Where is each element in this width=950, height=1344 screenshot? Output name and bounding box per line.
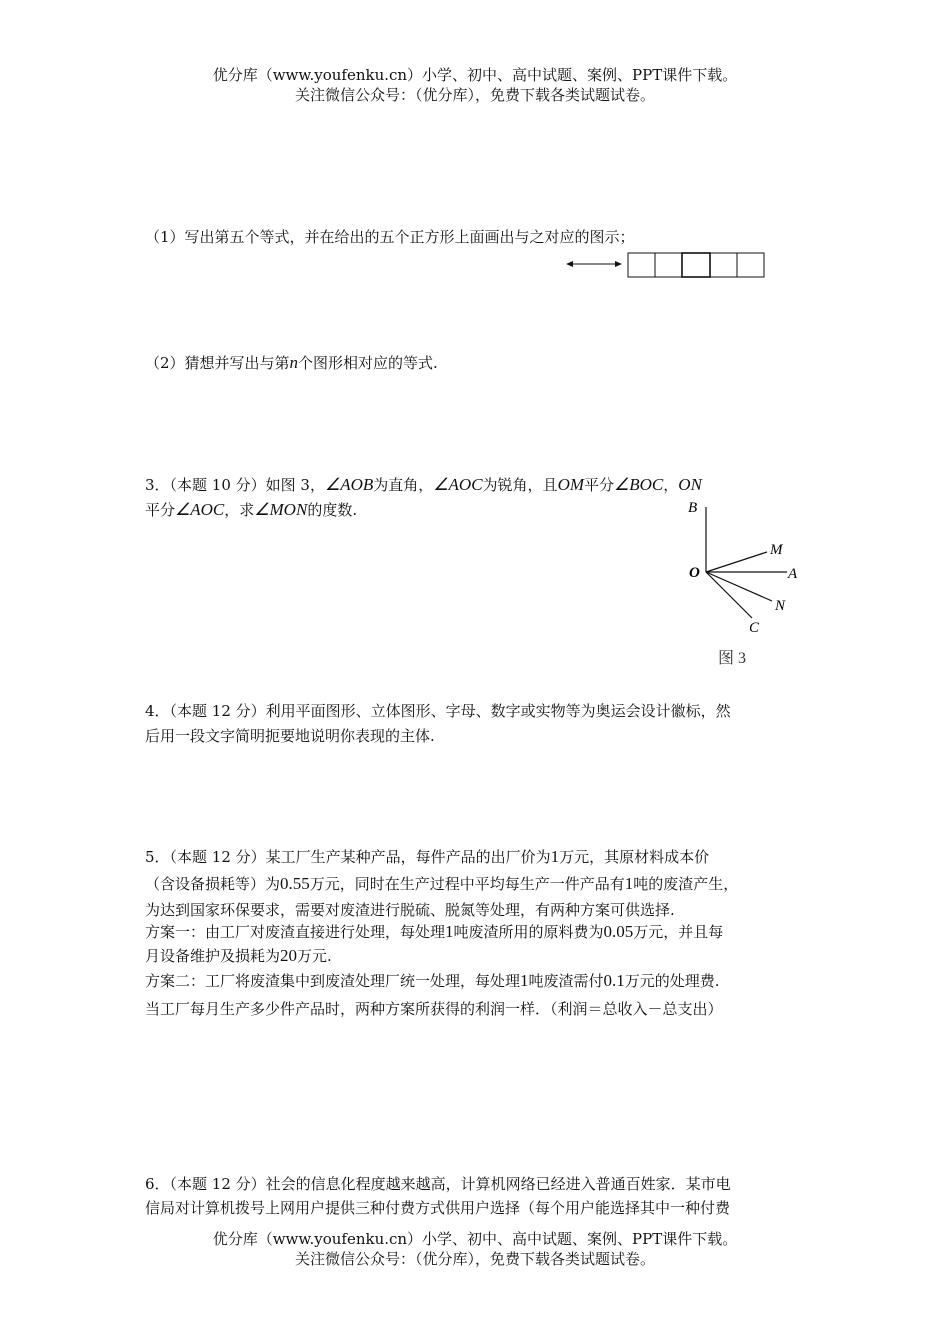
q3-line-1 — [145, 474, 702, 495]
q2-part2 — [145, 352, 438, 373]
five-squares-figure — [560, 250, 770, 282]
q5-l6-b: 吨废渣需付 — [528, 972, 604, 990]
q5-l2-num2: 1 — [624, 874, 634, 893]
q2-part2-text-b: 个图形相对应的等式. — [298, 354, 438, 372]
q5-l2-c: 吨的废渣产生， — [633, 875, 739, 893]
q5-l6-num2: 0.1 — [603, 971, 625, 990]
q5-line-7: 当工厂每月生产多少件产品时，两种方案所获得的利润一样．（利润＝总收入－总支出） — [145, 1000, 723, 1018]
angle-figure-3 — [660, 495, 810, 675]
q3-l2-angle-aoc: ∠AOC — [175, 500, 225, 519]
q3-text-4: ， — [663, 476, 679, 494]
q5-l5-b: 万元. — [297, 947, 332, 965]
q4-line-2: 后用一段文字简明扼要地说明你表现的主体. — [145, 727, 435, 745]
q6-line-1: 6．（本题 12 分）社会的信息化程度越来越高，计算机网络已经进入普通百姓家．某市电 — [145, 1175, 731, 1193]
label-n: N — [775, 598, 786, 614]
q3-line-2 — [145, 499, 357, 520]
q5-line-1 — [145, 846, 709, 867]
footer-line-1: 优分库（www.youfenku.cn）小学、初中、高中试题、案例、PPT课件下载。 — [212, 1230, 738, 1248]
ray-oc — [706, 572, 752, 618]
q5-l4-num2: 0.05 — [603, 922, 634, 941]
figure-caption: 图 3 — [718, 650, 747, 667]
q5-l1-b: 万元，其原材料成本价 — [559, 848, 710, 866]
square-2 — [655, 253, 682, 277]
q5-l1-num: 1 — [550, 847, 560, 866]
q3-l2-angle-mon: ∠MON — [254, 500, 308, 519]
q5-line-2 — [145, 873, 738, 894]
label-m: M — [770, 542, 783, 558]
q4-line-1: 4．（本题 12 分）利用平面图形、立体图形、字母、数字或实物等为奥运会设计徽标，然 — [145, 702, 731, 720]
q3-om: OM — [557, 475, 585, 494]
label-a: A — [788, 566, 798, 582]
q6-line-2: 信局对计算机拨号上网用户提供三种付费方式供用户选择（每个用户能选择其中一种付费 — [145, 1199, 731, 1217]
header-line-1: 优分库（www.youfenku.cn）小学、初中、高中试题、案例、PPT课件下载。 — [212, 66, 738, 84]
q2-variable-n: n — [289, 353, 299, 372]
square-4 — [710, 253, 737, 277]
label-c: C — [749, 620, 760, 636]
q5-l1-a: 5．（本题 12 分）某工厂生产某种产品，每件产品的出厂价为 — [145, 848, 551, 866]
label-o: O — [689, 565, 700, 581]
q5-l4-num: 1 — [445, 922, 454, 941]
header-line-2: 关注微信公众号：（优分库），免费下载各类试题试卷。 — [294, 86, 655, 104]
q3-text-2: 为锐角，且 — [482, 476, 558, 494]
q3-on: ON — [678, 475, 702, 494]
q3-angle-aob: ∠AOB — [324, 475, 374, 494]
q5-l2-b: 万元，同时在生产过程中平均每生产一件产品有 — [309, 875, 625, 893]
q2-part2-text-a: （2）猜想并写出与第 — [145, 354, 290, 372]
q5-l2-a: （含设备损耗等）为 — [145, 875, 281, 893]
q5-l5-a: 月设备维护及损耗为 — [145, 947, 281, 965]
q3-text-3: 平分 — [584, 476, 615, 494]
q5-l4-a: 方案一：由工厂对废渣直接进行处理，每处理 — [145, 923, 446, 941]
q5-line-6 — [145, 970, 720, 991]
q5-l6-num: 1 — [520, 971, 529, 990]
q3-prefix: 3．（本题 10 分）如图 3， — [145, 476, 325, 494]
q5-l5-num: 20 — [280, 946, 298, 965]
ray-om — [706, 552, 767, 572]
q5-line-4 — [145, 921, 723, 942]
q3-l2-text-a: 平分 — [145, 501, 176, 519]
q5-line-5 — [145, 945, 332, 966]
label-b: B — [688, 500, 698, 516]
square-3 — [682, 253, 710, 277]
q3-l2-text-b: ，求 — [224, 501, 255, 519]
q5-l2-num: 0.55 — [280, 874, 310, 893]
q3-l2-text-c: 的度数. — [307, 501, 358, 519]
ray-on — [706, 572, 772, 601]
q5-l6-a: 方案二：工厂将废渣集中到废渣处理厂统一处理，每处理 — [145, 972, 521, 990]
q5-l4-c: 万元，并且每 — [633, 923, 724, 941]
footer-line-2: 关注微信公众号：（优分库），免费下载各类试题试卷。 — [294, 1250, 655, 1268]
q3-text-1: 为直角， — [373, 476, 434, 494]
q5-l4-b: 吨废渣所用的原料费为 — [453, 923, 604, 941]
double-arrow — [566, 261, 622, 267]
square-5 — [737, 253, 764, 277]
q3-angle-boc: ∠BOC — [614, 475, 664, 494]
q3-angle-aoc: ∠AOC — [433, 475, 483, 494]
square-1 — [628, 253, 655, 277]
q5-l6-c: 万元的处理费. — [624, 972, 720, 990]
q5-line-3: 为达到国家环保要求，需要对废渣进行脱硫、脱氮等处理，有两种方案可供选择. — [145, 901, 675, 919]
q2-part1: （1）写出第五个等式，并在给出的五个正方形上面画出与之对应的图示； — [145, 228, 635, 246]
